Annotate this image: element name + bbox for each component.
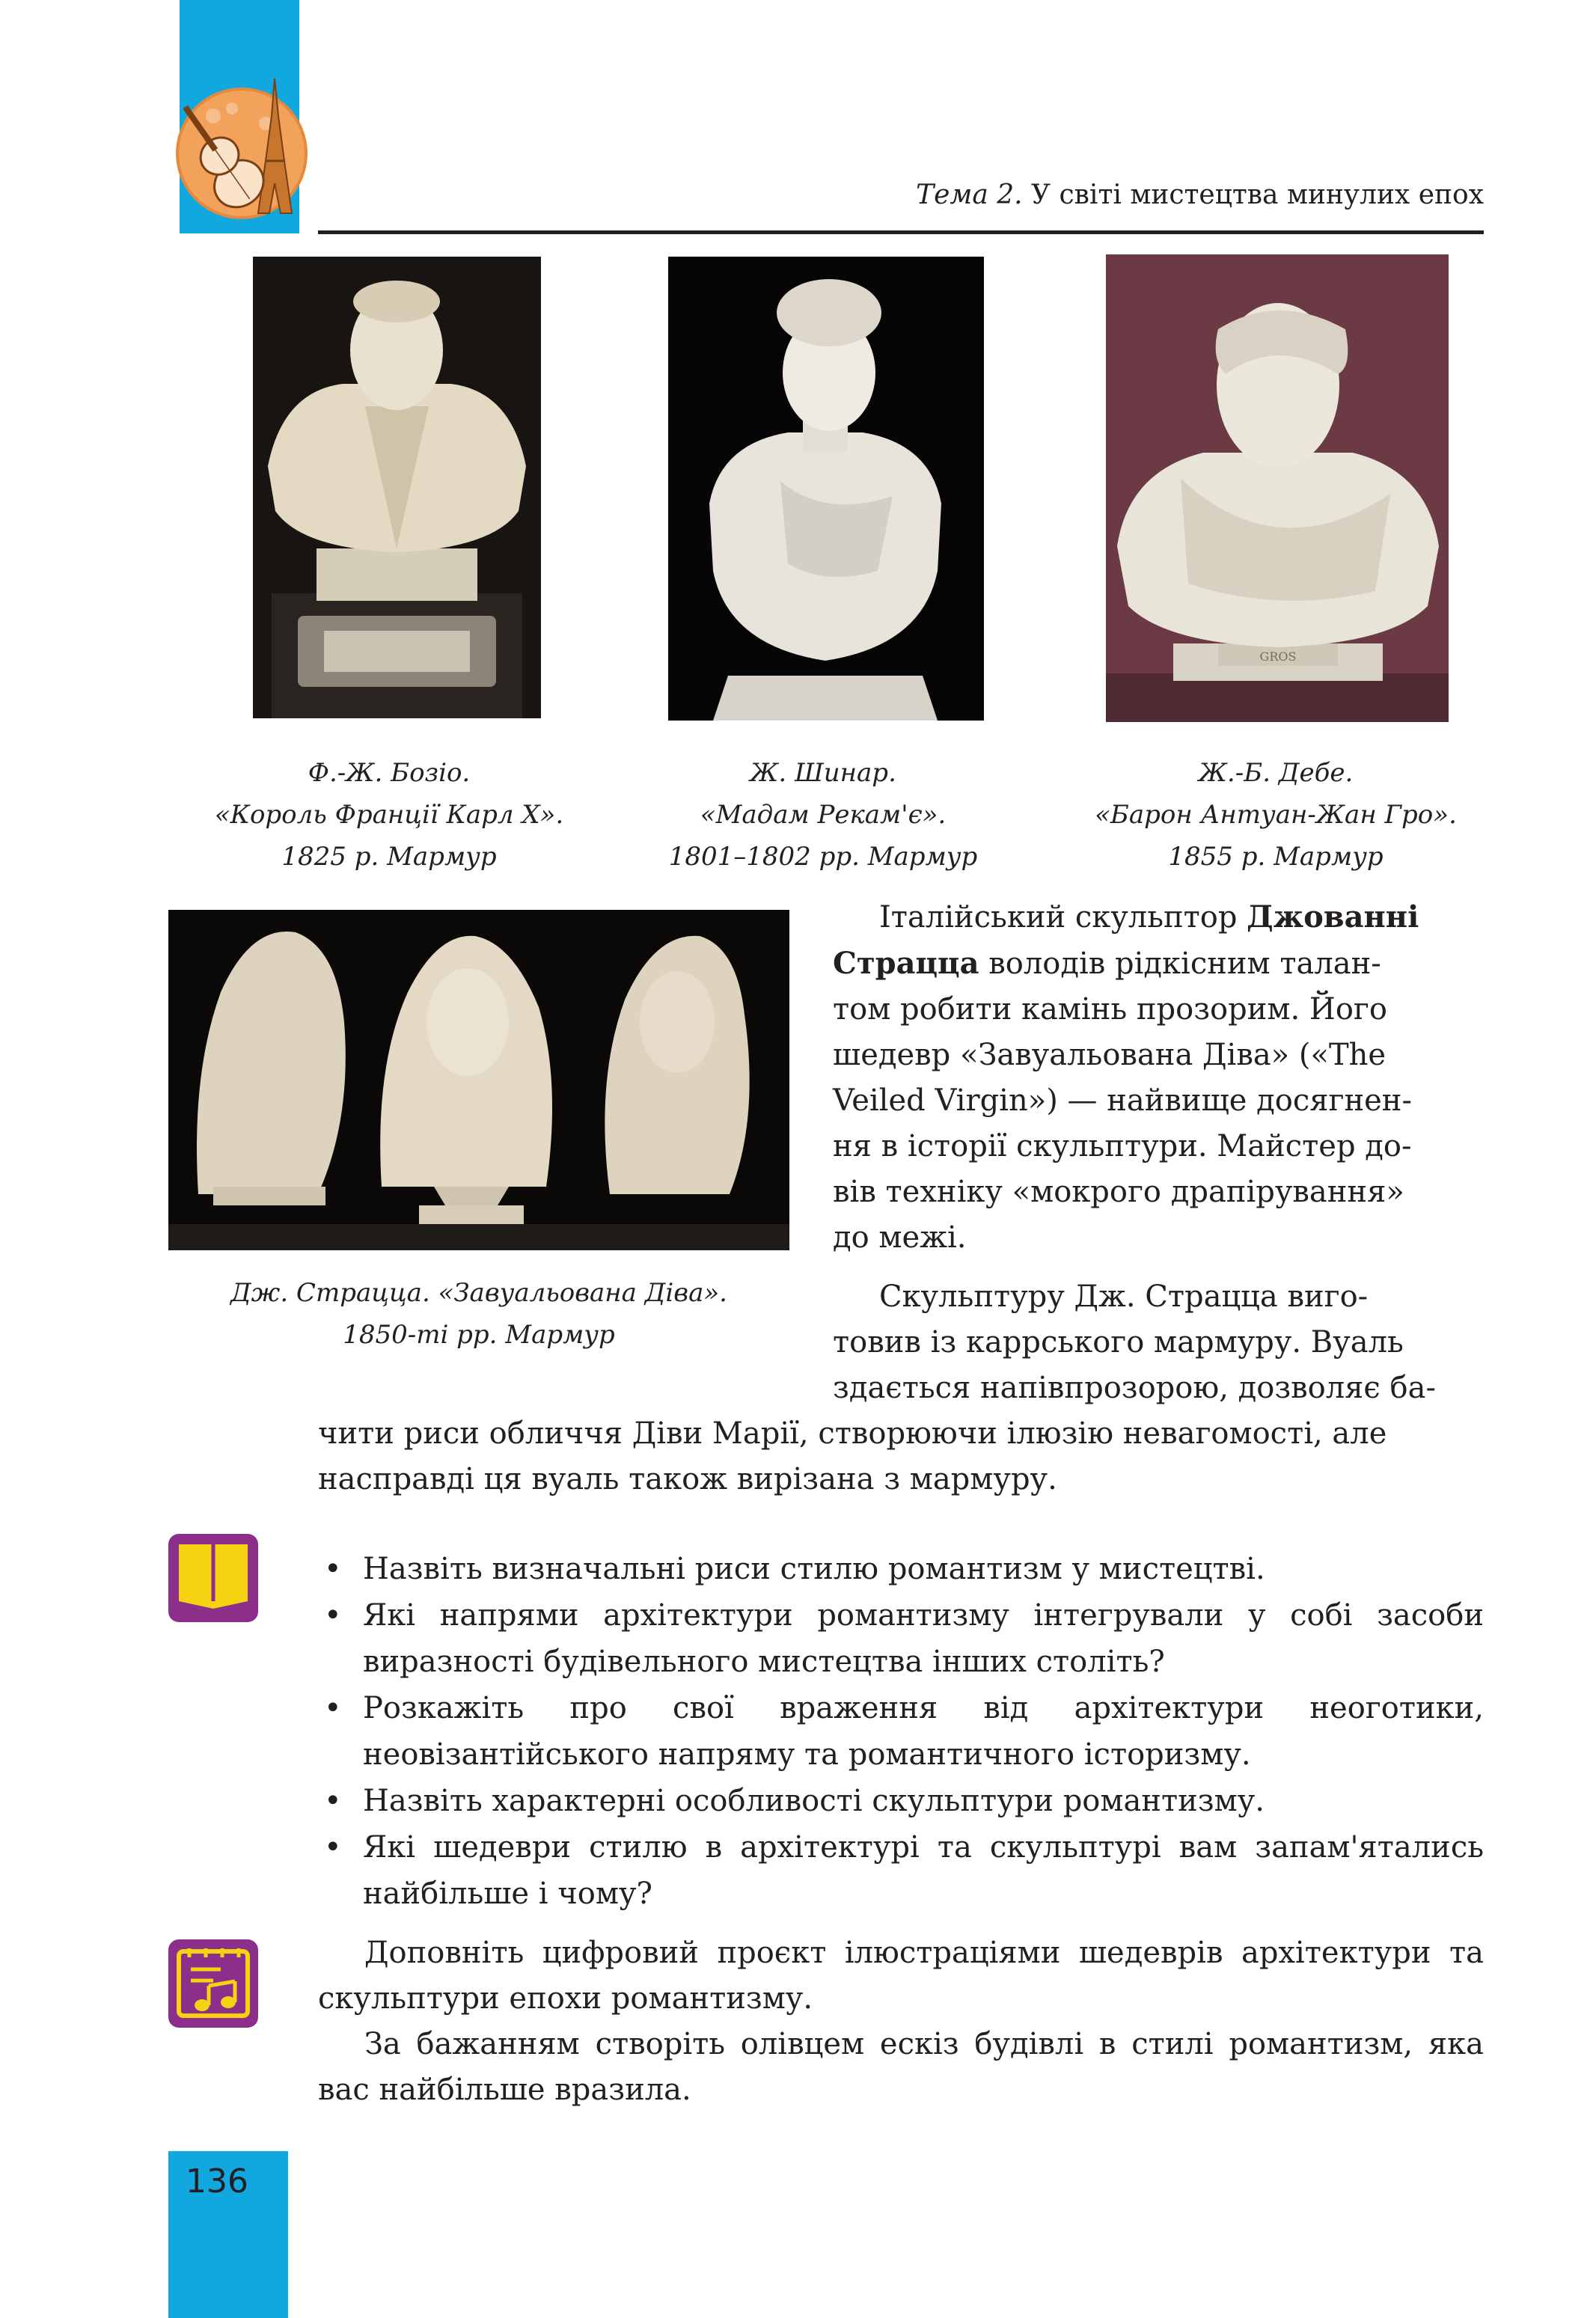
p1-line: шедевр «Завуальована Діва» («The <box>833 1038 1386 1072</box>
caption-author: Ж.-Б. Дебе. <box>1198 758 1354 788</box>
caption-title: «Барон Антуан-Жан Гро». <box>1095 800 1457 830</box>
bullet: • <box>324 1598 342 1633</box>
running-header <box>916 180 1484 210</box>
p1-line: вів техніку «мокрого драпірування» <box>833 1175 1404 1209</box>
caption-charles-x <box>165 752 614 878</box>
photo-veiled-virgin <box>168 910 789 1250</box>
bullet: • <box>324 1830 342 1865</box>
p1-line: Veiled Virgin») — найвище досягнен- <box>833 1083 1412 1118</box>
bullet: • <box>324 1552 342 1586</box>
paragraph-strazza-intro <box>833 894 1484 1261</box>
photo-madame-recamier-bust <box>668 257 984 721</box>
review-questions-list <box>318 1546 1484 1917</box>
bullet: • <box>324 1691 342 1725</box>
bust-plaque-text: GROS <box>1259 649 1297 664</box>
p1-line: до межі. <box>833 1220 967 1255</box>
photo-charles-x-bust <box>253 257 541 718</box>
p1-name-first: Джованні <box>1247 899 1419 935</box>
music-notes-icon <box>168 1939 258 2028</box>
caption-line1: Дж. Страцца. «Завуальована Діва». <box>230 1278 727 1308</box>
p1-line: ня в історії скульптури. Майстер до- <box>833 1129 1412 1163</box>
header-rule <box>318 230 1484 234</box>
list-item <box>318 1592 1484 1685</box>
paragraph-strazza-material <box>833 1274 1484 1411</box>
question-text: Назвіть характерні особливості скульптури романтизму. <box>363 1784 1265 1818</box>
caption-date: 1825 р. Мармур <box>281 842 497 872</box>
p2-line: насправді ця вуаль також вирізана з мармуру. <box>318 1462 1057 1496</box>
topic-title: У світі мистецтва минулих епох <box>1031 180 1484 210</box>
caption-date: 1801–1802 рр. Мармур <box>668 842 978 872</box>
open-book-icon <box>168 1534 258 1622</box>
p2-line: товив із каррського мармуру. Вуаль <box>833 1325 1404 1360</box>
list-item <box>318 1778 1484 1824</box>
question-text: Які шедеври стилю в архітектурі та скульптурі вам запам'ятались найбільше і чому? <box>363 1830 1484 1911</box>
violin-eiffel-tower-emblem-icon <box>161 71 311 228</box>
list-item <box>318 1824 1484 1917</box>
question-text: Розкажіть про свої враження від архітектури неоготики, неовізантійського напряму та романтичного історизму. <box>363 1691 1484 1772</box>
p1-text: Італійський скульптор <box>879 900 1247 935</box>
bullet: • <box>324 1784 342 1818</box>
caption-veiled-virgin <box>168 1272 789 1356</box>
task-text: Доповніть цифровий проєкт ілюстраціями шедеврів архітектури та скульптури епохи романтизму. <box>318 1936 1484 2016</box>
caption-madame-recamier <box>599 752 1048 878</box>
p2-line: Скульптуру Дж. Страцца виго- <box>879 1279 1369 1314</box>
paragraph-strazza-material-cont <box>318 1411 1484 1502</box>
caption-baron-gros <box>1048 752 1504 878</box>
list-item <box>318 1546 1484 1592</box>
caption-title: «Король Франції Карл Х». <box>214 800 564 830</box>
page-number: 136 <box>186 2162 248 2201</box>
p2-line: чити риси обличчя Діви Марії, створюючи ілюзію невагомості, але <box>318 1416 1387 1451</box>
p1-text: володів рідкісним талан- <box>979 947 1381 981</box>
question-text: Які напрями архітектури романтизму інтегрували у собі засоби виразності будівельного мистецтва інших століть? <box>363 1598 1484 1679</box>
caption-title: «Мадам Рекам'є». <box>700 800 947 830</box>
list-item <box>318 1685 1484 1778</box>
caption-line2: 1850-ті рр. Мармур <box>343 1320 615 1350</box>
p1-name-last: Страцца <box>833 946 979 981</box>
caption-author: Ф.-Ж. Бозіо. <box>308 758 471 788</box>
caption-date: 1855 р. Мармур <box>1168 842 1383 872</box>
p1-line: том робити камінь прозорим. Його <box>833 992 1387 1027</box>
p2-line: здається напівпрозорою, дозволяє ба- <box>833 1371 1436 1405</box>
task-text: За бажанням створіть олівцем ескіз будівлі в стилі романтизм, яка вас найбільше вразила. <box>318 2027 1484 2107</box>
task-paragraphs <box>318 1930 1484 2113</box>
caption-author: Ж. Шинар. <box>750 758 896 788</box>
photo-baron-gros-bust <box>1106 254 1449 722</box>
topic-label: Тема 2. <box>916 180 1023 210</box>
question-text: Назвіть визначальні риси стилю романтизм у мистецтві. <box>363 1552 1265 1586</box>
